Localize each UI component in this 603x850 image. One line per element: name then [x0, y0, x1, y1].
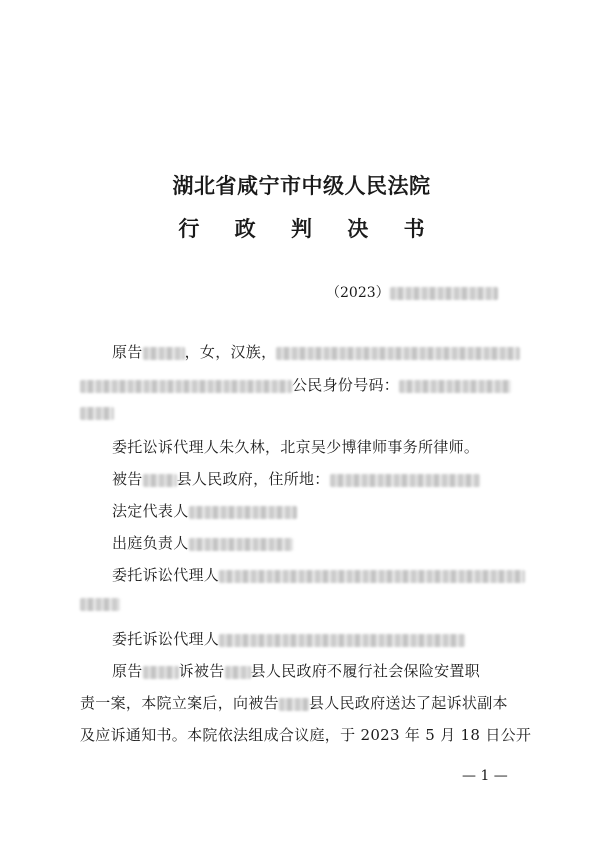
plaintiff-agent-line: 委托讼诉代理人朱久林，北京吴少博律师事务所律师。 — [112, 438, 480, 456]
agent-2-redacted — [219, 570, 525, 583]
defendant-agent-line-3 — [112, 628, 465, 649]
defendant-line — [112, 468, 480, 489]
court-officer-line — [112, 532, 293, 553]
body-line-2-text-b: 县人民政府送达了起诉状副本 — [308, 694, 508, 712]
plaintiff-line-3 — [80, 403, 114, 421]
body-plaintiff-redacted — [143, 666, 179, 679]
agent-2-redacted-cont — [80, 598, 120, 611]
body-county-redacted — [225, 666, 251, 679]
defendant-suffix: 县人民政府，住所地： — [176, 470, 330, 488]
agent-2-label: 委托诉讼代理人 — [112, 566, 220, 584]
plaintiff-line-2 — [80, 374, 511, 395]
defendant-agent-line-1 — [112, 564, 525, 585]
case-number-redacted — [390, 287, 498, 300]
agent-3-redacted — [219, 634, 465, 647]
defendant-label: 被告 — [112, 470, 143, 488]
body-line-1-text: 县人民政府不履行社会保险安置职 — [250, 662, 481, 680]
case-number — [326, 282, 498, 302]
agent-3-label: 委托诉讼代理人 — [112, 630, 220, 648]
plaintiff-id-redacted-cont — [80, 407, 114, 420]
plaintiff-birth-redacted — [276, 347, 520, 360]
case-number-year: （2023） — [326, 285, 390, 301]
body-line-1 — [112, 660, 480, 681]
defendant-county-redacted — [143, 474, 177, 487]
body-line-2-text: 责一案，本院立案后，向被告 — [80, 694, 279, 712]
page-number: — 1 — — [462, 768, 508, 784]
body-plaintiff-label: 原告 — [112, 662, 143, 680]
plaintiff-label: 原告 — [112, 343, 143, 361]
document-type-title: 行 政 判 决 书 — [178, 216, 439, 241]
plaintiff-id-label: 公民身份号码： — [292, 376, 400, 394]
body-county-redacted-2 — [279, 698, 309, 711]
legal-representative-line — [112, 500, 297, 521]
court-officer-redacted — [189, 538, 293, 551]
body-line-2 — [80, 692, 508, 713]
plaintiff-id-redacted — [399, 380, 511, 393]
body-sued-label: 诉被告 — [178, 662, 225, 680]
plaintiff-address-redacted — [80, 380, 292, 393]
court-officer-label: 出庭负责人 — [112, 534, 189, 552]
defendant-address-redacted — [330, 474, 480, 487]
legal-rep-redacted — [189, 506, 297, 519]
plaintiff-line-1 — [112, 341, 520, 362]
court-name: 湖北省咸宁市中级人民法院 — [172, 173, 431, 198]
legal-rep-label: 法定代表人 — [112, 502, 189, 520]
body-line-3: 及应诉通知书。本院依法组成合议庭，于 2023 年 5 月 18 日公开 — [80, 726, 532, 744]
plaintiff-gender-ethnicity: ，女，汉族， — [184, 343, 277, 361]
plaintiff-name-redacted — [143, 347, 185, 360]
defendant-agent-line-2 — [80, 594, 120, 612]
